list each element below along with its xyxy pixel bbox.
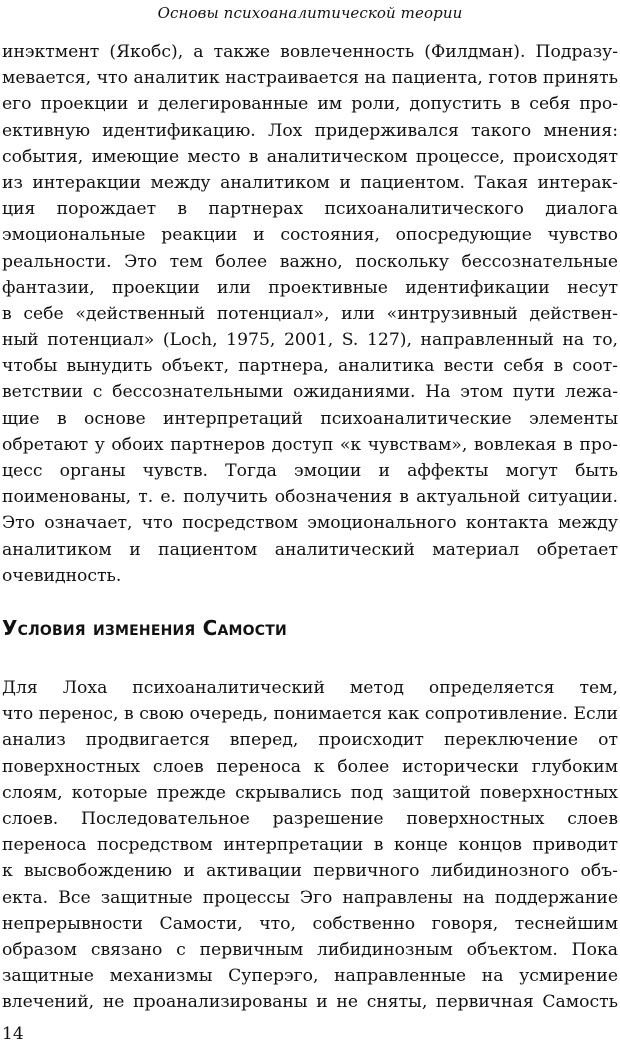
text-line: эмоциональные реакции и состояния, опосредующие чувство bbox=[2, 225, 618, 246]
text-line: щие в основе интерпретаций психоаналитические элементы bbox=[2, 408, 618, 429]
text-line: к высвобождению и активации первичного либидинозного объ- bbox=[2, 861, 618, 882]
text-line: аналитиком и пациентом аналитический материал обретает bbox=[2, 539, 618, 560]
text-line: обретают у обоих партнеров доступ «к чувствам», вовлекая в про- bbox=[2, 434, 618, 455]
paragraph-1 bbox=[2, 39, 618, 589]
text-line: из интеракции между аналитиком и пациентом. Такая интерак- bbox=[2, 172, 618, 193]
text-line: ветствии с бессознательными ожиданиями. На этом пути лежа- bbox=[2, 382, 618, 403]
text-line: непрерывности Самости, что, собственно говоря, теснейшим bbox=[2, 913, 618, 934]
page-number: 14 bbox=[2, 1024, 24, 1044]
text-line: Это означает, что посредством эмоционального контакта между bbox=[2, 513, 618, 534]
section-heading: Условия изменения Самости bbox=[2, 616, 287, 640]
text-line: события, имеющие место в аналитическом процессе, происходят bbox=[2, 146, 618, 167]
text-line: ция порождает в партнерах психоаналитического диалога bbox=[2, 199, 618, 220]
text-line: мевается, что аналитик настраивается на пациента, готов принять bbox=[2, 68, 618, 89]
text-line: ный потенциал» (Loch, 1975, 2001, S. 127), направленный на то, bbox=[2, 330, 618, 351]
text-line: чтобы вынудить объект, партнера, аналитика вести себя в соот- bbox=[2, 356, 618, 377]
text-line: инэктмент (Якобс), а также вовлеченность (Филдман). Подразу- bbox=[2, 42, 618, 62]
text-line: фантазии, проекции или проективные идентификации несут bbox=[2, 277, 618, 298]
text-line: екта. Все защитные процессы Эго направлены на поддержание bbox=[2, 887, 618, 908]
text-line: переноса посредством интерпретации в конце концов приводит bbox=[2, 835, 618, 856]
text-line: очевидность. bbox=[2, 565, 122, 586]
text-line: поверхностных слоев переноса к более исторически глубоким bbox=[2, 756, 618, 777]
text-line: реальности. Это тем более важно, поскольку бессознательные bbox=[2, 251, 618, 272]
text-line: поименованы, т. е. получить обозначения в актуальной ситуации. bbox=[2, 487, 618, 508]
text-line: Для Лоха психоаналитический метод определяется тем, bbox=[2, 678, 618, 698]
text-line: цесс органы чувств. Тогда эмоции и аффекты могут быть bbox=[2, 461, 618, 481]
text-line: в себе «действенный потенциал», или «интрузивный действен- bbox=[2, 303, 618, 324]
text-line: его проекции и делегированные им роли, допустить в себя про- bbox=[2, 94, 618, 115]
text-line: образом связано с первичным либидинозным объектом. Пока bbox=[2, 939, 618, 960]
text-line: слоям, которые прежде скрывались под защитой поверхностных bbox=[2, 782, 618, 803]
text-line: слоев. Последовательное разрешение поверхностных слоев bbox=[2, 808, 618, 829]
text-line: анализ продвигается вперед, происходит переключение от bbox=[2, 730, 618, 751]
text-line: что перенос, в свою очередь, понимается как сопротивление. Если bbox=[2, 704, 618, 725]
running-head: Основы психоаналитической теории bbox=[157, 4, 463, 22]
paragraph-2 bbox=[2, 675, 618, 1015]
text-line: влечений, не проанализированы и не сняты, первичная Самость bbox=[2, 992, 618, 1013]
text-line: ективную идентификацию. Лох придерживался такого мнения: bbox=[2, 120, 618, 141]
text-line: защитные механизмы Суперэго, направленные на усмирение bbox=[2, 966, 618, 987]
